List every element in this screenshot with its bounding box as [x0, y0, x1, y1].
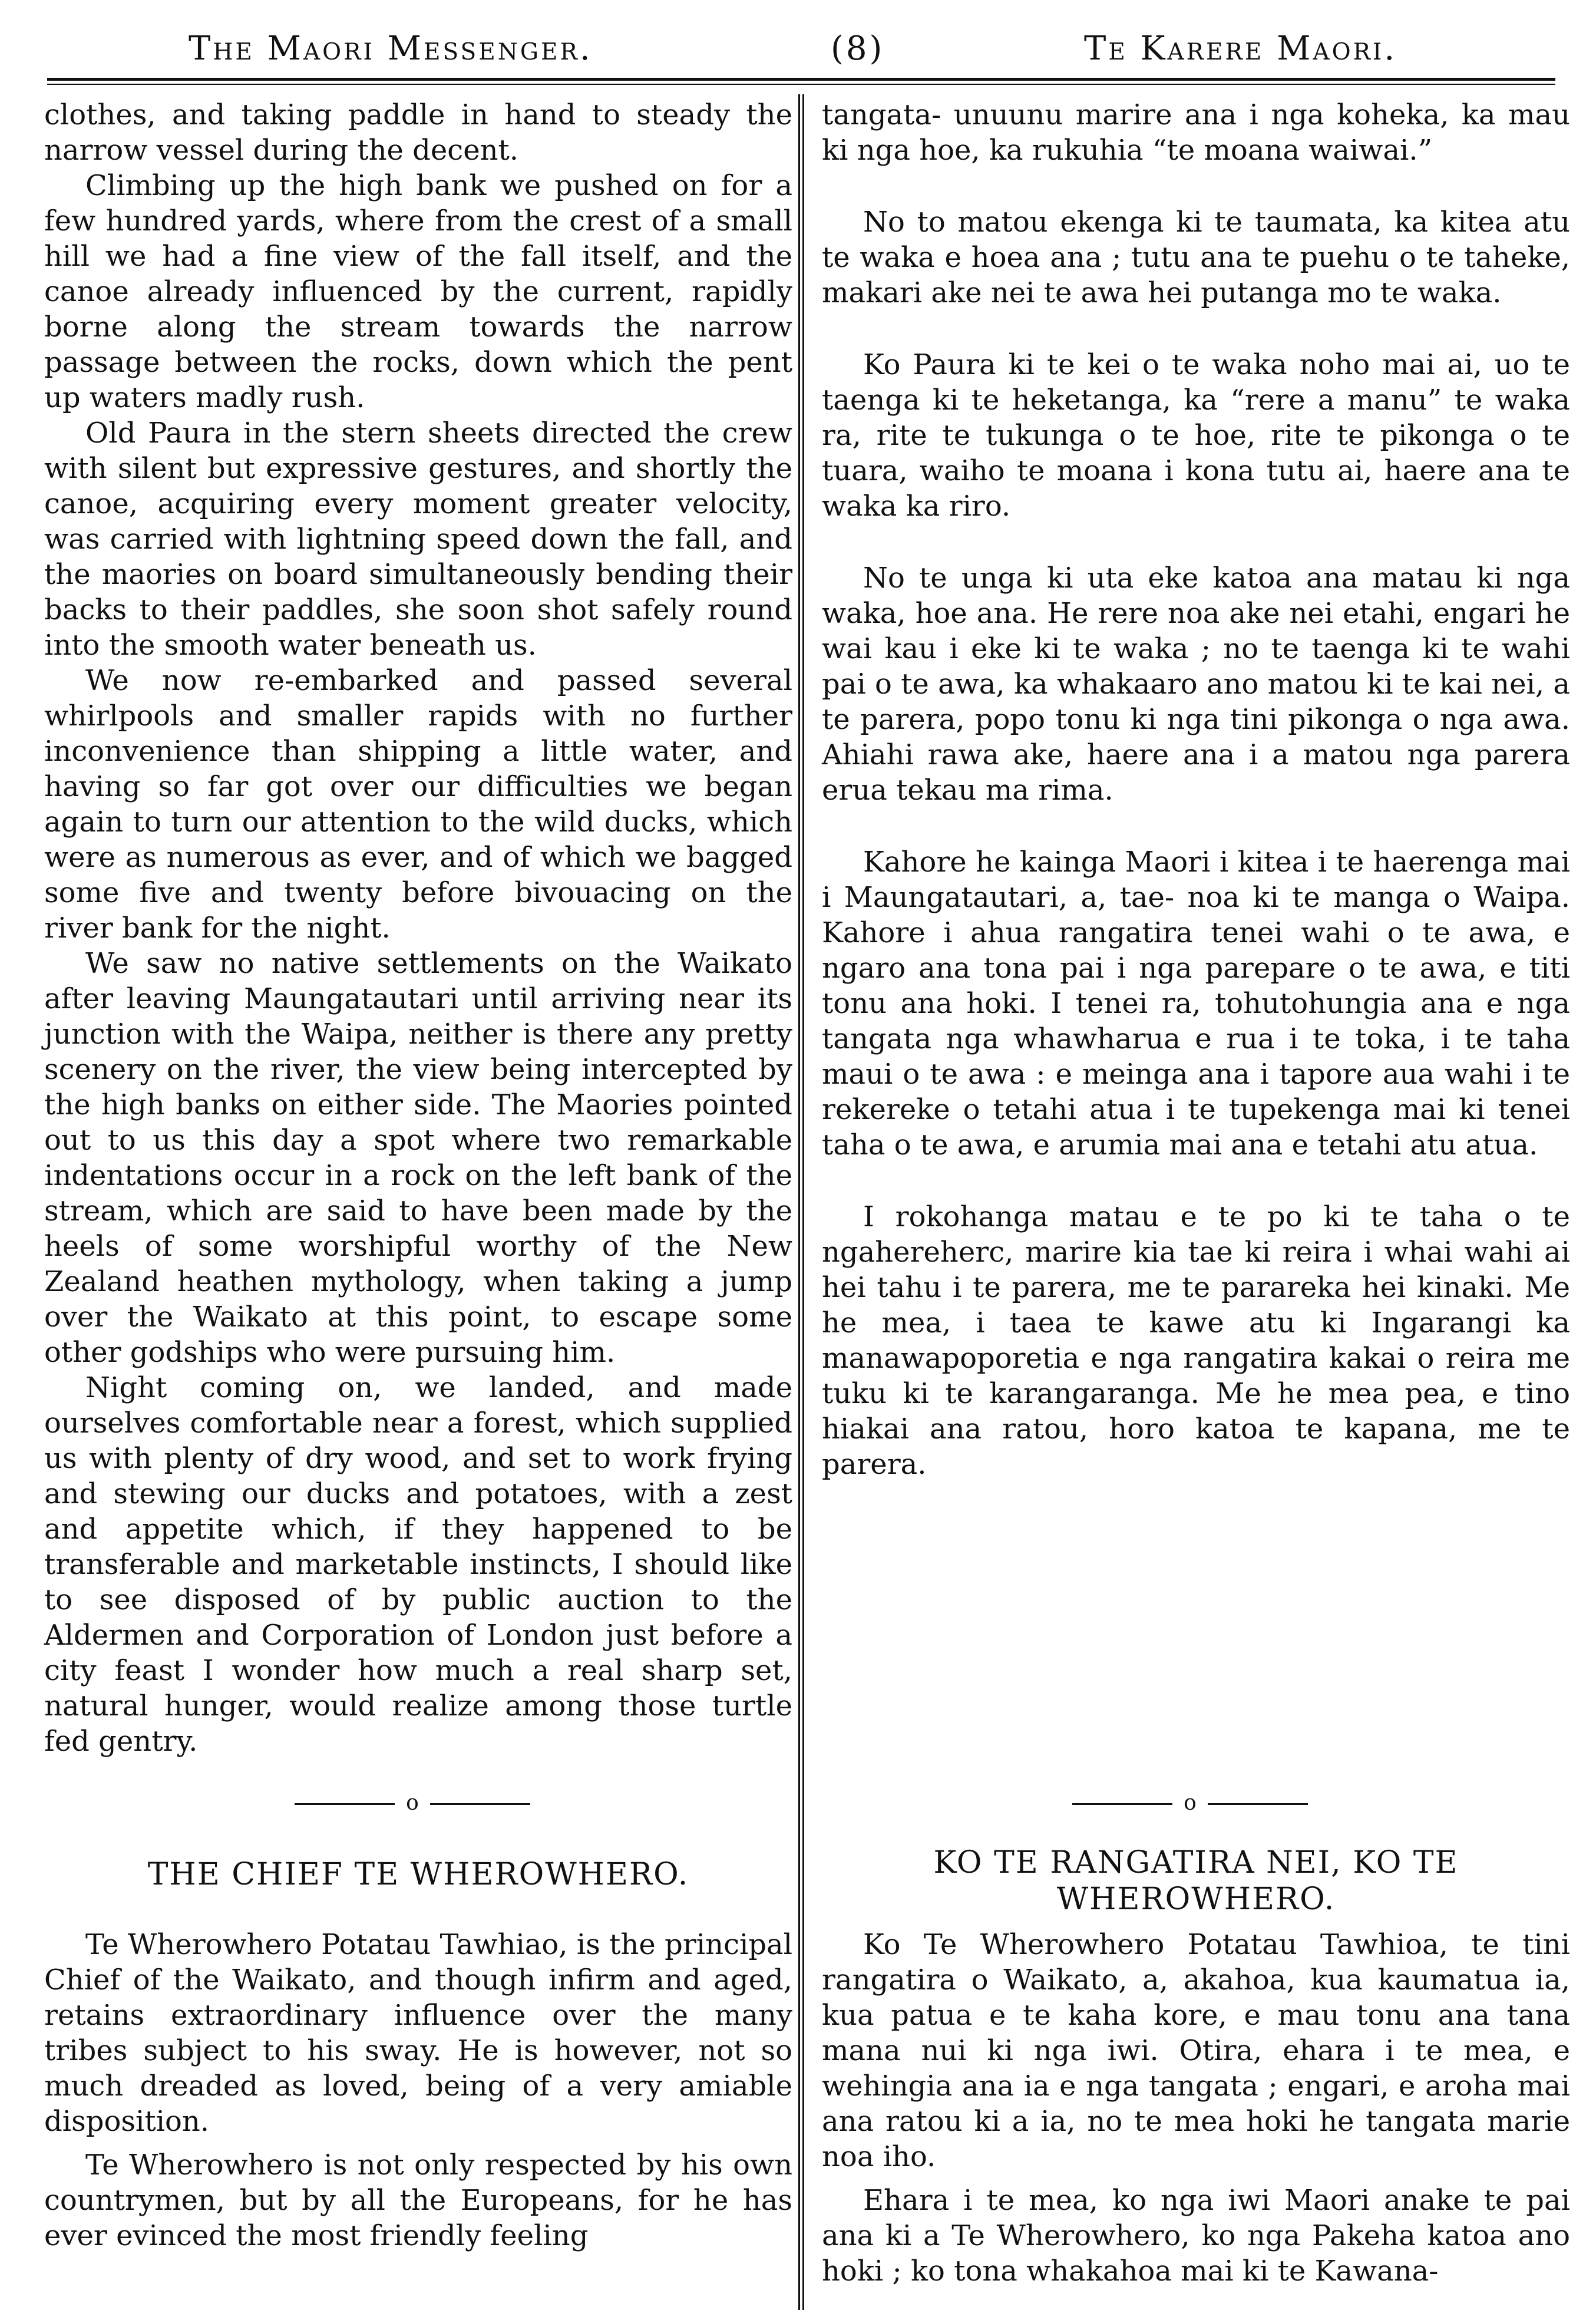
maori-paragraph: Ehara i te mea, ko nga iwi Maori anake te pai ana ki a Te Wherowhero, ko nga Pakeha katoa ano hoki ; ko tona whakahoa mai ki te Kawana-: [822, 2184, 1570, 2288]
english-paragraph: We saw no native settlements on the Waikato after leaving Maungatautari until arriving near its junction with the Waipa, neither is there any pretty scenery on the river, the view being intercepted by the high banks on either side. The Maories pointed out to us this day a spot where two remarkable indentations occur in a rock on the left bank of the stream, which are said to have been made by the heels of some worshipful worthy of the New Zealand heathen mythology, when taking a jump over the Waikato at this point, to escape some other godships who were pursuing him.: [44, 947, 792, 1369]
newspaper-title-english: The Maori Messenger.: [189, 29, 593, 68]
english-separator: o: [295, 1791, 530, 1815]
maori-paragraph: Kahore he kainga Maori i kitea i te haerenga mai i Maungatautari, a, tae- noa ki te manga o Waipa. Kahore i ahua rangatira tenei wahi o te awa, e ngaro ana tona pai i nga parepare o te awa, e titi tonu ana hoki. I tenei ra, tohutohungia ana e nga tangata nga whawharua e rua i te toka, i te taha maui o te awa : e meinga ana i tapore aua wahi i te rekereke o tetahi atua i te tupekenga mai ki tenei taha o te awa, e arumia mai ana e tetahi atu atua.: [822, 846, 1570, 1161]
maori-paragraph: I rokohanga matau e te po ki te taha o te ngahereherc, marire kia tae ki reira i whai wahi ai hei tahu i te parera, me te parareka hei kinaki. Me he mea, i taea te kawe atu ki Ingarangi ka manawapoporetia e nga rangatira kakai o reira me tuku ki te karangaranga. Me he mea pea, e tino hiakai ana ratou, horo katoa te kapana, me te parera.: [822, 1200, 1570, 1481]
column-divider: [798, 94, 804, 2310]
maori-column: [822, 97, 1570, 1482]
maori-paragraph: Ko Te Wherowhero Potatau Tawhioa, te tini rangatira o Waikato, a, akahoa, kua kaumatua ia, kua patua e te kaha kore, e mau tonu ana tana mana nui ki nga iwi. Otira, ehara i te mea, e wehingia ana ia e nga tangata ; engari, e aroha mai ana ratou ki a ia, no te mea hoki he tangata marie noa iho.: [822, 1928, 1570, 2173]
english-paragraph: Night coming on, we landed, and made ourselves comfortable near a forest, which supplied us with plenty of dry wood, and set to work frying and stewing our ducks and potatoes, with a zest and appetite which, if they happened to be transferable and marketable instincts, I should like to see disposed of by public auction to the Aldermen and Corporation of London just before a city feast I wonder how much a real sharp set, natural hunger, would realize among those turtle fed gentry.: [44, 1371, 792, 1758]
maori-separator: o: [1072, 1791, 1308, 1815]
maori-section-body: [822, 1927, 1570, 2289]
maori-paragraph: tangata- unuunu marire ana i nga koheka, ka mau ki nga hoe, ka rukuhia “te moana waiwai.”: [822, 98, 1570, 167]
page-number: (8): [831, 29, 885, 68]
english-section-body: [44, 1927, 792, 2253]
english-paragraph: Te Wherowhero Potatau Tawhiao, is the principal Chief of the Waikato, and though infirm and aged, retains extraordinary influence over the many tribes subject to his sway. He is however, not so much dreaded as loved, being of a very amiable disposition.: [44, 1928, 792, 2138]
page-header: [47, 24, 1555, 71]
english-paragraph: Climbing up the high bank we pushed on for a few hundred yards, where from the crest of a small hill we had a fine view of the fall itself, and the canoe already influenced by the current, rapidly borne along the stream towards the narrow passage between the rocks, down which the pent up waters madly rush.: [44, 169, 792, 414]
newspaper-title-maori: Te Karere Maori.: [1084, 29, 1397, 68]
maori-paragraph: Ko Paura ki te kei o te waka noho mai ai, uo te taenga ki te heketanga, ka “rere a manu” te waka ra, rite te tukunga o te hoe, rite te pikonga o te tuara, waiho te moana i kona tutu ai, haere ana te waka ka riro.: [822, 348, 1570, 523]
maori-paragraph: No to matou ekenga ki te taumata, ka kitea atu te waka e hoea ana ; tutu ana te puehu o te taheke, makari ake nei te awa hei putanga mo te waka.: [822, 206, 1570, 309]
header-rule: [47, 78, 1555, 85]
english-paragraph: Old Paura in the stern sheets directed the crew with silent but expressive gestures, and shortly the canoe, acquiring every moment greater velocity, was carried with lightning speed down the fall, and the maories on board simultaneously bending their backs to their paddles, she soon shot safely round into the smooth water beneath us.: [44, 417, 792, 662]
maori-section-heading: KO TE RANGATIRA NEI, KO TE WHEROWHERO.: [933, 1845, 1459, 1917]
english-paragraph: clothes, and taking paddle in hand to steady the narrow vessel during the decent.: [44, 98, 792, 167]
english-paragraph: We now re-embarked and passed several whirlpools and smaller rapids with no further inconvenience than shipping a little water, and having so far got over our difficulties we began again to turn our attention to the wild ducks, which were as numerous as ever, and of which we bagged some five and twenty before bivouacing on the river bank for the night.: [44, 664, 792, 945]
english-paragraph: Te Wherowhero is not only respected by his own countrymen, but by all the Europeans, for he has ever evinced the most friendly feeling: [44, 2149, 792, 2252]
maori-paragraph: No te unga ki uta eke katoa ana matau ki nga waka, hoe ana. He rere noa ake nei etahi, engari he wai kau i eke ki te waka ; no te taenga ki te wahi pai o te awa, ka whakaaro ano matou ki te kai nei, a te parera, popo tonu ki nga tini pikonga o nga awa. Ahiahi rawa ake, haere ana i a matou nga parera erua tekau ma rima.: [822, 562, 1570, 807]
english-section-heading: THE CHIEF TE WHEROWHERO.: [147, 1857, 689, 1892]
english-column: [44, 97, 792, 1759]
